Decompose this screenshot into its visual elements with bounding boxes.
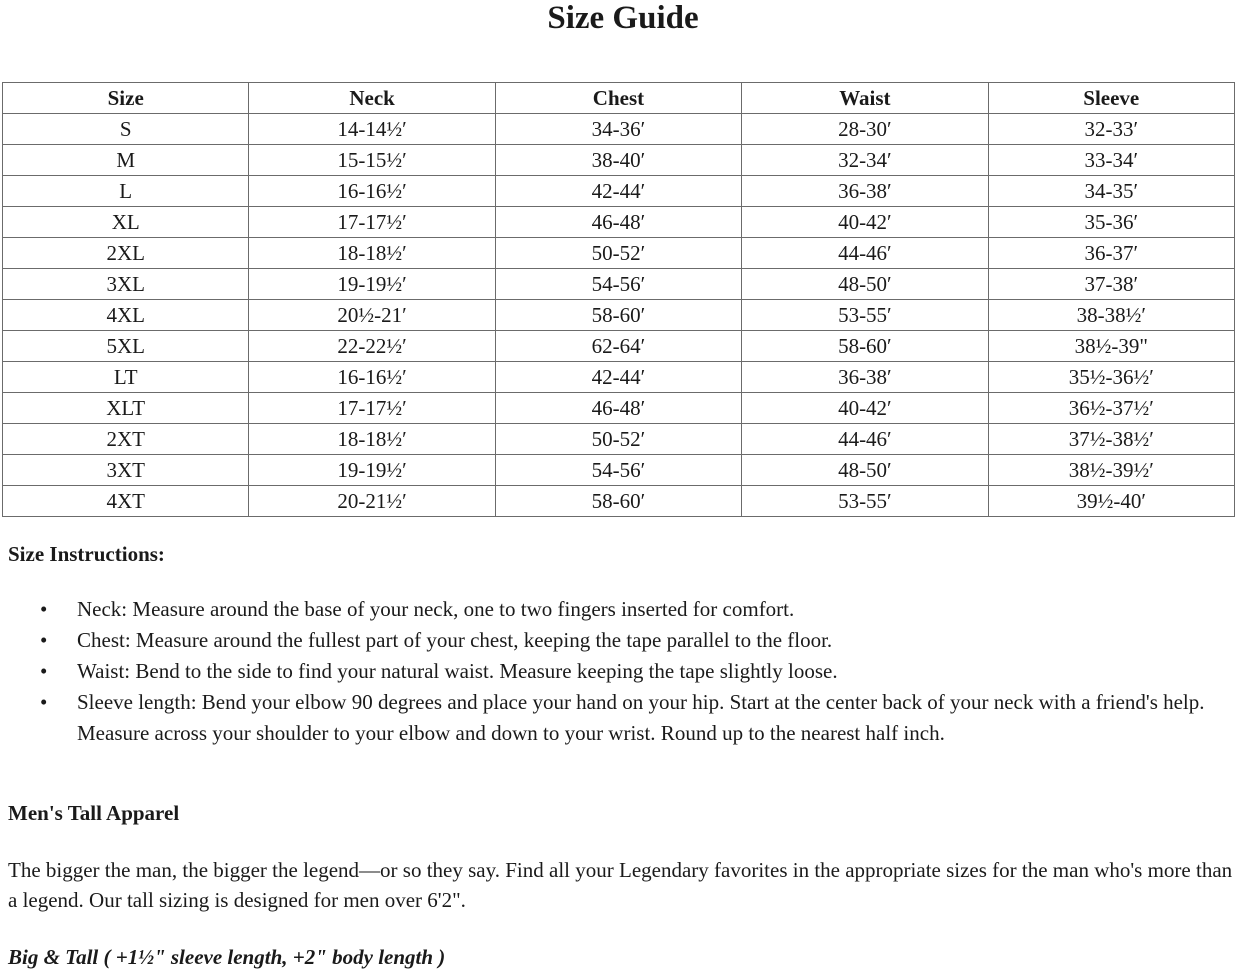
cell-neck: 16-16½′ xyxy=(249,176,495,207)
cell-sleeve: 35½-36½′ xyxy=(988,362,1234,393)
table-row xyxy=(3,486,1235,517)
cell-sleeve: 35-36′ xyxy=(988,207,1234,238)
column-header-neck: Neck xyxy=(249,83,495,114)
cell-chest: 34-36′ xyxy=(495,114,741,145)
column-header-sleeve: Sleeve xyxy=(988,83,1234,114)
cell-neck: 18-18½′ xyxy=(249,424,495,455)
cell-size: L xyxy=(3,176,249,207)
cell-neck: 16-16½′ xyxy=(249,362,495,393)
table-row xyxy=(3,393,1235,424)
big-and-tall-note: Big & Tall ( +1½" sleeve length, +2" body length ) xyxy=(8,945,446,969)
column-header-chest: Chest xyxy=(495,83,741,114)
cell-neck: 18-18½′ xyxy=(249,238,495,269)
tall-apparel-heading: Men's Tall Apparel xyxy=(8,801,180,825)
cell-chest: 46-48′ xyxy=(495,393,741,424)
cell-waist: 36-38′ xyxy=(742,176,988,207)
page-title: Size Guide xyxy=(547,0,699,36)
list-item xyxy=(0,625,1246,656)
cell-sleeve: 39½-40′ xyxy=(988,486,1234,517)
bullet-icon: • xyxy=(40,659,48,683)
column-header-waist: Waist xyxy=(742,83,988,114)
bullet-icon: • xyxy=(40,628,48,652)
cell-neck: 17-17½′ xyxy=(249,393,495,424)
cell-size: XL xyxy=(3,207,249,238)
cell-sleeve: 38½-39½′ xyxy=(988,455,1234,486)
cell-waist: 36-38′ xyxy=(742,362,988,393)
cell-neck: 15-15½′ xyxy=(249,145,495,176)
cell-chest: 50-52′ xyxy=(495,424,741,455)
cell-size: LT xyxy=(3,362,249,393)
cell-chest: 62-64′ xyxy=(495,331,741,362)
cell-chest: 42-44′ xyxy=(495,176,741,207)
cell-chest: 42-44′ xyxy=(495,362,741,393)
size-instructions-list xyxy=(0,594,1246,749)
cell-size: 2XT xyxy=(3,424,249,455)
cell-chest: 38-40′ xyxy=(495,145,741,176)
cell-sleeve: 32-33′ xyxy=(988,114,1234,145)
cell-chest: 58-60′ xyxy=(495,300,741,331)
cell-sleeve: 37-38′ xyxy=(988,269,1234,300)
instruction-chest: Chest: Measure around the fullest part of your chest, keeping the tape parallel to the floor. xyxy=(77,628,833,652)
cell-waist: 48-50′ xyxy=(742,269,988,300)
cell-size: M xyxy=(3,145,249,176)
table-row xyxy=(3,455,1235,486)
cell-neck: 20½-21′ xyxy=(249,300,495,331)
instruction-waist: Waist: Bend to the side to find your natural waist. Measure keeping the tape slightly loose. xyxy=(77,659,838,683)
table-row xyxy=(3,300,1235,331)
cell-neck: 14-14½′ xyxy=(249,114,495,145)
cell-neck: 20-21½′ xyxy=(249,486,495,517)
cell-neck: 19-19½′ xyxy=(249,269,495,300)
list-item xyxy=(0,656,1246,687)
table-row xyxy=(3,238,1235,269)
table-row xyxy=(3,269,1235,300)
table-header-row xyxy=(3,83,1235,114)
cell-size: 3XL xyxy=(3,269,249,300)
cell-sleeve: 36½-37½′ xyxy=(988,393,1234,424)
cell-size: S xyxy=(3,114,249,145)
cell-size: 4XL xyxy=(3,300,249,331)
cell-neck: 22-22½′ xyxy=(249,331,495,362)
table-row xyxy=(3,114,1235,145)
cell-waist: 28-30′ xyxy=(742,114,988,145)
cell-size: 4XT xyxy=(3,486,249,517)
cell-waist: 53-55′ xyxy=(742,300,988,331)
list-item xyxy=(0,594,1246,625)
cell-waist: 58-60′ xyxy=(742,331,988,362)
cell-waist: 40-42′ xyxy=(742,393,988,424)
size-instructions-heading: Size Instructions: xyxy=(8,542,165,566)
cell-size: 2XL xyxy=(3,238,249,269)
bullet-icon: • xyxy=(40,597,48,621)
cell-chest: 46-48′ xyxy=(495,207,741,238)
cell-waist: 48-50′ xyxy=(742,455,988,486)
cell-sleeve: 36-37′ xyxy=(988,238,1234,269)
table-row xyxy=(3,145,1235,176)
cell-sleeve: 37½-38½′ xyxy=(988,424,1234,455)
cell-chest: 50-52′ xyxy=(495,238,741,269)
table-row xyxy=(3,176,1235,207)
cell-size: 5XL xyxy=(3,331,249,362)
cell-sleeve: 33-34′ xyxy=(988,145,1234,176)
tall-apparel-description: The bigger the man, the bigger the legend—or so they say. Find all your Legendary favorites in the appropriate sizes for the man who's more than a legend. Our tall sizing is designed for men over 6'2". xyxy=(8,858,1233,912)
list-item xyxy=(0,687,1246,749)
instruction-neck: Neck: Measure around the base of your neck, one to two fingers inserted for comfort. xyxy=(77,597,795,621)
cell-waist: 40-42′ xyxy=(742,207,988,238)
cell-chest: 54-56′ xyxy=(495,269,741,300)
cell-size: 3XT xyxy=(3,455,249,486)
table-row xyxy=(3,207,1235,238)
table-row xyxy=(3,331,1235,362)
cell-sleeve: 38-38½′ xyxy=(988,300,1234,331)
cell-waist: 53-55′ xyxy=(742,486,988,517)
table-row xyxy=(3,424,1235,455)
cell-waist: 44-46′ xyxy=(742,424,988,455)
instruction-sleeve: Sleeve length: Bend your elbow 90 degrees and place your hand on your hip. Start at the center back of your neck with a friend's help. Measure across your shoulder to your elbow and down to your wrist. Round up to the nearest half inch. xyxy=(77,690,1205,745)
cell-neck: 17-17½′ xyxy=(249,207,495,238)
cell-waist: 44-46′ xyxy=(742,238,988,269)
cell-chest: 58-60′ xyxy=(495,486,741,517)
cell-neck: 19-19½′ xyxy=(249,455,495,486)
cell-waist: 32-34′ xyxy=(742,145,988,176)
bullet-icon: • xyxy=(40,690,48,714)
table-row xyxy=(3,362,1235,393)
column-header-size: Size xyxy=(3,83,249,114)
size-table xyxy=(2,82,1235,517)
cell-chest: 54-56′ xyxy=(495,455,741,486)
cell-size: XLT xyxy=(3,393,249,424)
cell-sleeve: 38½-39" xyxy=(988,331,1234,362)
cell-sleeve: 34-35′ xyxy=(988,176,1234,207)
